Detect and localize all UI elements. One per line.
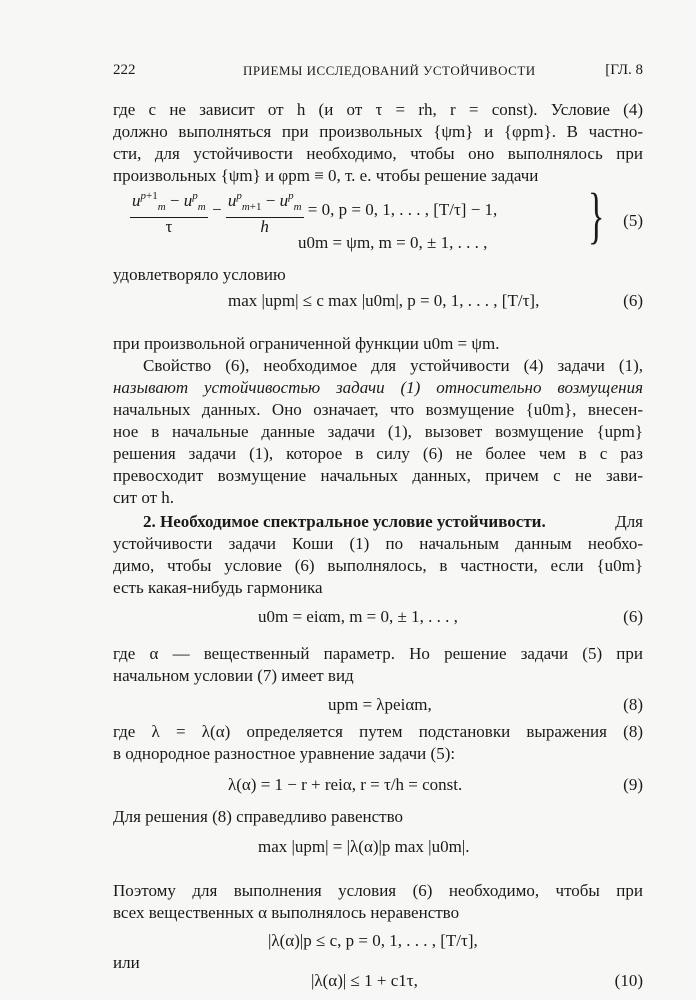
text-line: устойчивости задачи Коши (1) по начальным данным необхо- (113, 534, 643, 553)
equation-number: (10) (614, 971, 643, 990)
page-number: 222 (113, 62, 136, 78)
equation-7: u0m = eiαm, m = 0, ± 1, . . . , (258, 607, 458, 626)
text-line: называют устойчивостью задачи (1) относительно возмущения (113, 378, 643, 397)
text-line: ное в начальные данные задачи (1), вызовет возмущение {upm} (113, 422, 643, 441)
text-line: при произвольной ограниченной функции u0m = ψm. (113, 334, 500, 353)
text-line: начальном условии (7) имеет вид (113, 666, 354, 685)
text-line: удовлетворяло условию (113, 265, 286, 284)
equation-inequality: |λ(α)|p ≤ c, p = 0, 1, . . . , [T/τ], (268, 931, 478, 950)
text-line: произвольных {ψm} и φpm ≡ 0, т. е. чтобы решение задачи (113, 166, 539, 185)
text-line: где λ = λ(α) определяется путем подстановки выражения (8) (113, 722, 643, 741)
section-heading: 2. Необходимое спектральное условие устойчивости. (143, 512, 546, 531)
equation-8: upm = λpeiαm, (328, 695, 432, 714)
equation-5-second: u0m = ψm, m = 0, ± 1, . . . , (298, 233, 488, 252)
equation-number: (9) (623, 775, 643, 794)
section-heading-line (143, 511, 643, 533)
text-line: димо, чтобы условие (6) выполнялось, в частности, если {u0m} (113, 556, 643, 575)
text-line: начальных данных. Оно означает, что возмущение {u0m}, внесен- (113, 400, 643, 419)
text-line: где α — вещественный параметр. Но решение задачи (5) при (113, 644, 643, 663)
chapter-marker: [ГЛ. 8 (605, 62, 643, 78)
equation-number: (8) (623, 695, 643, 714)
equation-5-first: $\frac{u^{p+1}_m - u^p_m}{\tau}$ − $\frac{u^p_{m+1} - u^p_m}{h}$ = 0, p = 0, 1, . . . , [T/τ] − 1, (130, 186, 497, 236)
running-header (113, 62, 643, 82)
text-line: сит от h. (113, 488, 175, 507)
equation-10: |λ(α)| ≤ 1 + c1τ, (311, 971, 418, 990)
text-fragment: Для (615, 512, 643, 531)
right-brace: } (588, 182, 605, 250)
equation-number: (5) (623, 211, 643, 230)
equation-max-equality: max |upm| = |λ(α)|p max |u0m|. (258, 837, 470, 856)
equation-9: λ(α) = 1 − r + reiα, r = τ/h = const. (228, 775, 463, 794)
text-line: Для решения (8) справедливо равенство (113, 807, 403, 826)
text-line: Свойство (6), необходимое для устойчивости (4) задачи (1), (143, 356, 643, 375)
text-line: всех вещественных α выполнялось неравенство (113, 903, 460, 922)
fraction-space-difference: $\frac{u^p_{m+1} - u^p_m}{h}$ (226, 186, 304, 236)
text-line: должно выполняться при произвольных {ψm} и {φpm}. В частно- (113, 122, 643, 141)
equation-6: max |upm| ≤ c max |u0m|, p = 0, 1, . . . , [T/τ], (228, 291, 540, 310)
equation-number: (6) (623, 607, 643, 626)
text-line: в однородное разностное уравнение задачи (5): (113, 744, 456, 763)
text-line: есть какая-нибудь гармоника (113, 578, 323, 597)
text-line: или (113, 953, 140, 972)
text-line: превосходит возмущение начальных данных, причем c не зави- (113, 466, 643, 485)
text-line: решения задачи (1), которое в силу (6) не более чем в c раз (113, 444, 643, 463)
equation-number: (6) (623, 291, 643, 310)
equation-5-rest: = 0, p = 0, 1, . . . , [T/τ] − 1, (307, 199, 498, 219)
text-line: где c не зависит от h (и от τ = rh, r = const). Условие (4) (113, 100, 643, 119)
running-title: ПРИЕМЫ ИССЛЕДОВАНИЙ УСТОЙЧИВОСТИ (243, 63, 536, 78)
text-line: Поэтому для выполнения условия (6) необходимо, чтобы при (113, 881, 643, 900)
text-line: сти, для устойчивости необходимо, чтобы оно выполнялось при (113, 144, 643, 163)
fraction-time-difference: $\frac{u^{p+1}_m - u^p_m}{\tau}$ (130, 186, 208, 236)
